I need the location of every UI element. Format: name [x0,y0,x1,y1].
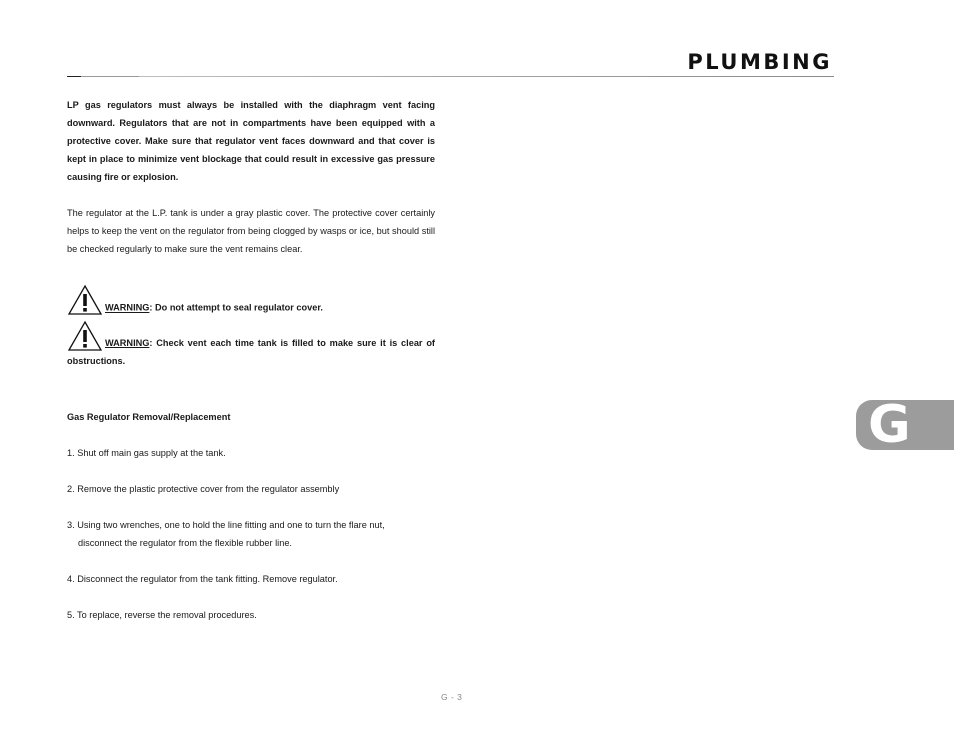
warning-triangle-icon [67,284,103,316]
step-1: 1. Shut off main gas supply at the tank. [67,448,226,458]
warning-check-vent [67,320,435,370]
warning-label: WARNING [105,302,150,313]
main-content [67,96,435,624]
step-3-line-2: disconnect the regulator from the flexible rubber line. [78,538,292,548]
regulator-note-paragraph: The regulator at the L.P. tank is under a gray plastic cover. The protective cover certainly helps to keep the vent on the regulator from being clogged by wasps or ice, but should still be checked regularly to make sure the vent remains clear. [67,208,435,254]
warning-seal-cover [67,284,435,320]
step-4: 4. Disconnect the regulator from the tank fitting. Remove regulator. [67,574,338,584]
page-title: PLUMBING [687,50,832,74]
intro-paragraph: LP gas regulators must always be installed with the diaphragm vent facing downward. Regulators that are not in compartments have been equipped with a protective cover. Make sure that regulator vent faces downward and that cover is kept in place to minimize vent blockage that could result in excessive gas pressure causing fire or explosion. [67,100,435,182]
warning-label: WARNING [105,338,150,348]
warning-triangle-icon [67,320,103,352]
step-3-line-1: 3. Using two wrenches, one to hold the line fitting and one to turn the flare nut, [67,520,385,530]
warning-text: : Do not attempt to seal regulator cover. [149,302,323,313]
section-tab [856,395,954,455]
warning-text: : Check vent each time tank is filled to make sure it is clear of obstructions. [67,338,435,366]
header-divider [67,76,834,77]
step-5: 5. To replace, reverse the removal procedures. [67,610,257,620]
section-tab-letter: G [868,395,911,455]
step-2: 2. Remove the plastic protective cover from the regulator assembly [67,484,340,494]
section-heading: Gas Regulator Removal/Replacement [67,412,231,422]
step-3 [67,516,435,552]
page-number: G - 3 [441,692,463,702]
